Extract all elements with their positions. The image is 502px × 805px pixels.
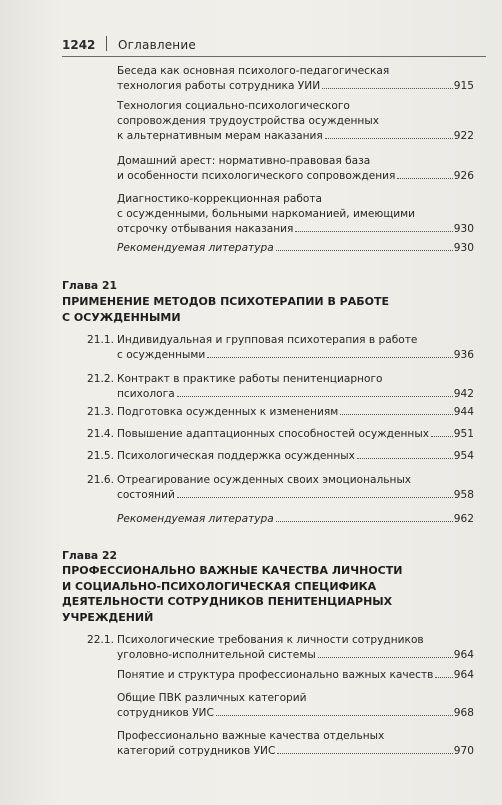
toc-entry-number: 21.3. [87,406,114,418]
leader-dots [207,357,453,358]
toc-entry-line: Профессионально важные качества отдельных [117,730,385,742]
leader-dots [322,88,453,89]
chapter-label: Глава 21 [62,279,117,292]
toc-page-number: 951 [453,428,474,440]
toc-entry-line: состояний [117,489,175,501]
toc-entry[interactable] [117,372,474,402]
toc-entry-number: 21.4. [87,428,114,440]
leader-dots [177,396,453,397]
leader-dots [216,715,453,716]
toc-entry-line: Психологическая поддержка осужденных [117,450,355,462]
toc-page-number: 944 [453,406,474,418]
toc-entry-number: 21.5. [87,450,114,462]
toc-entry-line: с осужденными, больными наркоманией, имеющими [117,208,416,220]
toc-entry-line: Рекомендуемая литература [117,513,274,525]
toc-entry-number: 21.1. [87,334,114,346]
leader-dots [435,677,452,678]
toc-page-number: 926 [453,170,474,182]
leader-dots [276,521,453,522]
toc-entry-recommended-literature[interactable] [117,512,474,527]
toc-entry-line: отсрочку отбывания наказания [117,223,294,235]
header-rule [62,56,486,57]
toc-page-number: 958 [453,489,474,501]
page-number: 1242 [62,38,96,52]
leader-dots [325,138,453,139]
toc-entry-line: и особенности психологического сопровождения [117,170,396,182]
leader-dots [431,436,453,437]
toc-entry-line: Диагностико-коррекционная работа [117,193,323,205]
toc-entry[interactable] [117,64,474,94]
toc-entry-line: уголовно-исполнительной системы [117,649,316,661]
toc-entry-line: сотрудников УИС [117,707,214,719]
toc-entry-number: 21.2. [87,373,114,385]
leader-dots [295,231,452,232]
toc-entry-number: 22.1. [87,634,114,646]
toc-entry[interactable] [117,633,474,663]
toc-entry-line: Подготовка осужденных к изменениям [117,406,339,418]
toc-entry[interactable] [117,99,474,144]
toc-entry[interactable] [117,154,474,184]
toc-page-number: 942 [453,388,474,400]
toc-entry-line: Индивидуальная и групповая психотерапия в работе [117,334,418,346]
toc-entry[interactable] [117,405,474,420]
toc-entry[interactable] [117,473,474,503]
toc-entry-line: Отреагирование осужденных своих эмоциональных [117,474,412,486]
running-header [62,36,472,56]
toc-entry[interactable] [117,192,474,237]
toc-entry-line: категорий сотрудников УИС [117,745,276,757]
leader-dots [397,178,452,179]
toc-entry-line: Технология социально-психологического [117,100,350,112]
toc-page-number: 962 [453,513,474,525]
toc-entry-recommended-literature[interactable] [117,241,474,256]
toc-page-number: 970 [453,745,474,757]
leader-dots [177,497,453,498]
toc-entry[interactable] [117,427,474,442]
toc-page-number: 930 [453,242,474,254]
toc-entry-line: психолога [117,388,175,400]
toc-page-number: 936 [453,349,474,361]
toc-page-number: 968 [453,707,474,719]
toc-entry-line: сопровождения трудоустройства осужденных [117,115,379,127]
leader-dots [276,250,453,251]
toc-page-number: 964 [453,669,474,681]
toc-entry-line: Общие ПВК различных категорий [117,692,307,704]
toc-entry-line: с осужденными [117,349,206,361]
leader-dots [277,753,452,754]
chapter-title-line: УЧРЕЖДЕНИЙ [62,610,154,624]
chapter-title-line: И СОЦИАЛЬНО-ПСИХОЛОГИЧЕСКАЯ СПЕЦИФИКА [62,579,377,593]
toc-entry-line: Беседа как основная психолого-педагогическая [117,65,390,77]
toc-entry[interactable] [117,691,474,721]
toc-entry-line: Понятие и структура профессионально важных качеств [117,669,434,681]
toc-entry[interactable] [117,668,474,683]
leader-dots [318,657,453,658]
chapter-title[interactable] [62,563,466,625]
toc-entry[interactable] [117,729,474,759]
toc-entry-line: Психологические требования к личности сотрудников [117,634,424,646]
header-divider [106,36,107,51]
toc-page-number: 915 [453,80,474,92]
toc-page-number: 964 [453,649,474,661]
toc-entry-line: Повышение адаптационных способностей осужденных [117,428,429,440]
toc-entry[interactable] [117,333,474,363]
toc-page-number: 954 [453,450,474,462]
toc-entry[interactable] [117,449,474,464]
toc-entry-line: Рекомендуемая литература [117,242,274,254]
chapter-title-line: ПРОФЕССИОНАЛЬНО ВАЖНЫЕ КАЧЕСТВА ЛИЧНОСТИ [62,564,403,577]
leader-dots [340,414,453,415]
toc-page-number: 922 [453,130,474,142]
chapter-title-line: ПРИМЕНЕНИЕ МЕТОДОВ ПСИХОТЕРАПИИ В РАБОТЕ [62,295,389,308]
chapter-label: Глава 22 [62,549,117,562]
toc-entry-line: технология работы сотрудника УИИ [117,80,321,92]
chapter-title-line: С ОСУЖДЕННЫМИ [62,310,181,324]
toc-entry-number: 21.6. [87,474,114,486]
section-title: Оглавление [118,38,196,52]
leader-dots [357,458,453,459]
toc-entry-line: Домашний арест: нормативно-правовая база [117,155,371,167]
toc-entry-line: к альтернативным мерам наказания [117,130,323,142]
chapter-title-line: ДЕЯТЕЛЬНОСТИ СОТРУДНИКОВ ПЕНИТЕНЦИАРНЫХ [62,595,393,608]
toc-entry-line: Контракт в практике работы пенитенциарного [117,373,383,385]
chapter-title[interactable] [62,294,466,325]
toc-page-number: 930 [453,223,474,235]
